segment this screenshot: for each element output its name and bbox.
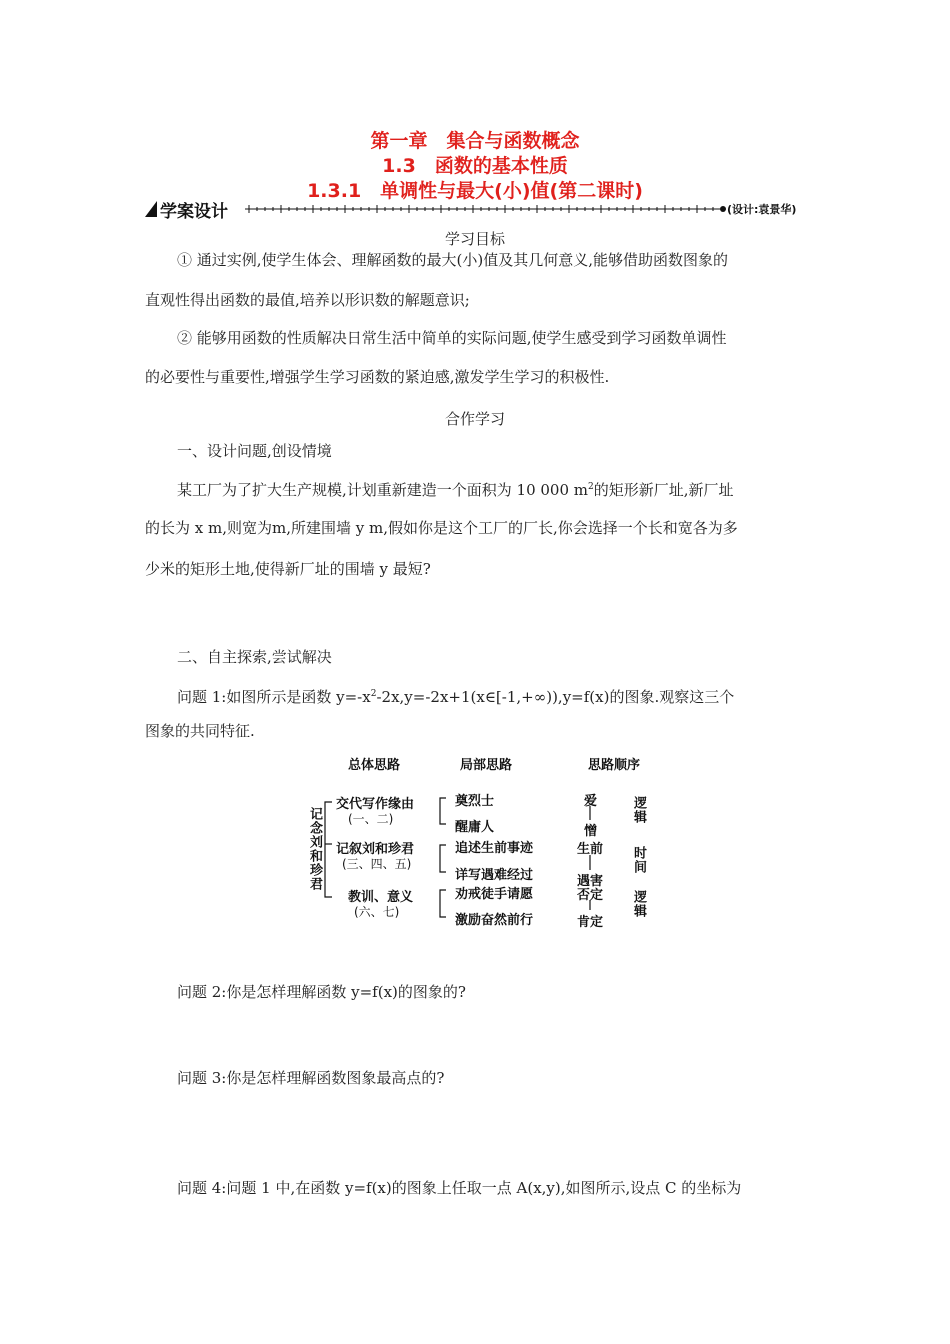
diagram-group-3: 教训、意义: [348, 890, 414, 905]
chapter-title: 第一章 集合与函数概念: [370, 130, 580, 152]
banner-label: 学案设计: [160, 202, 228, 222]
diagram-order-5: 否定: [577, 888, 604, 903]
diagram-local-6: 激励奋然前行: [455, 913, 534, 928]
diagram-group-3-sub: (六、七): [354, 905, 400, 919]
goal-2-line-1: ② 能够用函数的性质解决日常生活中简单的实际问题,使学生感受到学习函数单调性: [177, 329, 727, 347]
diagram-local-3: 追述生前事迹: [455, 841, 534, 856]
diagram-seq-2: 时间: [631, 846, 646, 874]
diagram-order-6: 肯定: [577, 915, 604, 930]
coop-heading: 合作学习: [444, 410, 505, 428]
banner-credit: (设计:袁景华): [727, 203, 797, 216]
diagram-group-2: 记叙刘和珍君: [336, 842, 415, 857]
goal-2-line-2: 的必要性与重要性,增强学生学习函数的紧迫感,激发学生学习的积极性.: [145, 368, 610, 386]
part-2-title: 二、自主探索,尝试解决: [177, 648, 332, 666]
diagram-local-1: 奠烈士: [455, 794, 495, 809]
diagram-local-4: 详写遇难经过: [455, 868, 534, 883]
goal-1-line-2: 直观性得出函数的最值,培养以形识数的解题意识;: [145, 291, 470, 309]
diagram-order-3: 生前: [577, 842, 604, 857]
section-title: 1.3 函数的基本性质: [382, 155, 568, 177]
diagram-local-2: 醒庸人: [455, 820, 495, 835]
goal-1-line-1: ① 通过实例,使学生体会、理解函数的最大(小)值及其几何意义,能够借助函数图象的: [177, 251, 729, 269]
subsection-title: 1.3.1 单调性与最大(小)值(第二课时): [307, 180, 643, 202]
diagram-group-2-sub: (三、四、五): [342, 857, 412, 871]
diagram-local-5: 劝戒徒手请愿: [455, 887, 534, 902]
diagram-group-1: 交代写作缘由: [336, 797, 415, 812]
part-1-title: 一、设计问题,创设情境: [177, 442, 332, 460]
goals-heading: 学习目标: [444, 230, 505, 248]
diagram-seq-3: 逻辑: [631, 890, 646, 918]
problem-line-2: 的长为 x m,则宽为m,所建围墙 y m,假如你是这个工厂的厂长,你会选择一个长和宽各为多: [145, 519, 738, 537]
banner-rule: [145, 196, 817, 222]
question-1-line-2: 图象的共同特征.: [145, 722, 255, 740]
diagram-group-1-sub: (一、二): [348, 812, 394, 826]
question-2: 问题 2:你是怎样理解函数 y=f(x)的图象的?: [177, 983, 466, 1001]
diagram-col3-head: 思路顺序: [588, 758, 641, 773]
diagram-order-2: 憎: [584, 824, 598, 839]
diagram-root: 记念刘和珍君: [307, 807, 322, 891]
diagram-col1-head: 总体思路: [348, 758, 401, 773]
question-3: 问题 3:你是怎样理解函数图象最高点的?: [177, 1069, 445, 1087]
question-1-line-1: 问题 1:如图所示是函数 $y=-x^2-2x,y=-2x+1(x\in[-1,+\infty)),y=f(x)$的图象.观察这三个: [177, 688, 735, 706]
diagram-order-4: 遇害: [577, 874, 604, 889]
problem-line-3: 少米的矩形土地,使得新厂址的围墙 y 最短?: [145, 560, 431, 578]
structure-diagram: [300, 752, 660, 932]
question-4: 问题 4:问题 1 中,在函数 y=f(x)的图象上任取一点 A(x,y),如图所示,设点 C 的坐标为: [177, 1179, 742, 1197]
diagram-seq-1: 逻辑: [631, 796, 646, 824]
problem-line-1: 某工厂为了扩大生产规模,计划重新建造一个面积为 10 000 $m^2$的矩形新厂址,新厂址: [177, 481, 734, 499]
diagram-col2-head: 局部思路: [460, 758, 513, 773]
diagram-order-1: 爱: [584, 794, 598, 809]
